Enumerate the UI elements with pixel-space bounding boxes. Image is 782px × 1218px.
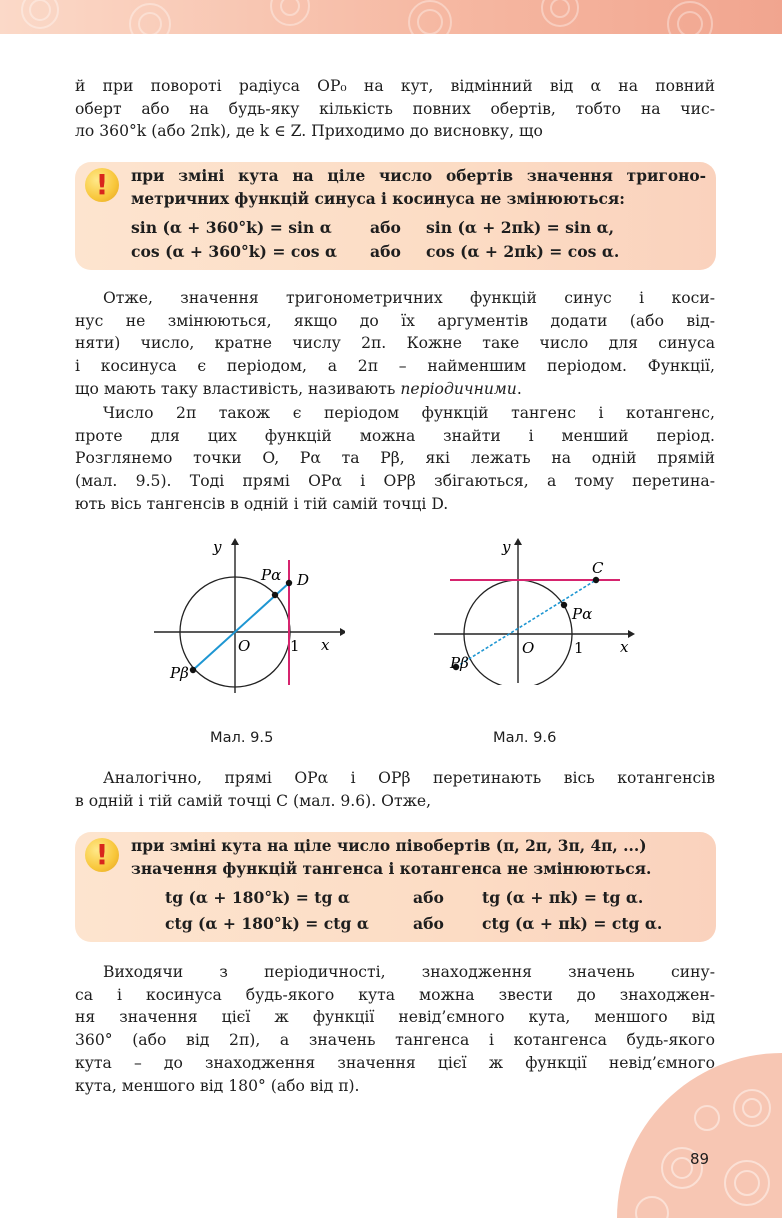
- text-line: й при повороті радіуса OP₀ на кут, відмінний від α на повний: [75, 77, 715, 95]
- point-d: [286, 580, 292, 586]
- text-line: Розглянемо точки O, Pα та Pβ, які лежать на одній прямій: [75, 449, 715, 468]
- text-line: ють вісь тангенсів в одній і тій самій точці D.: [75, 494, 449, 513]
- figure-9-6: [430, 535, 640, 685]
- formula-or: або: [413, 888, 444, 907]
- text-line: са і косинуса будь-якого кута можна звести до знаходжен-: [75, 985, 715, 1004]
- d-label: D: [297, 571, 310, 589]
- p-alpha-label: Pα: [572, 605, 593, 623]
- figure-caption: Мал. 9.5: [210, 729, 274, 746]
- x-label: x: [321, 636, 330, 654]
- y-axis-arrow-icon: [514, 538, 522, 545]
- unit-label: 1: [290, 637, 300, 655]
- y-label: y: [502, 538, 511, 556]
- p-alpha-label: Pα: [261, 566, 282, 584]
- formula: tg (α + 180°k) = tg α: [165, 888, 350, 907]
- exclamation-icon: !: [85, 168, 119, 202]
- formula-or: або: [370, 218, 401, 237]
- rule-text: при зміні кута на ціле число півобертів (π, 2π, 3π, 4π, ...): [131, 837, 647, 855]
- point-p-alpha: [272, 592, 278, 598]
- p-beta-label: Pβ: [170, 664, 189, 682]
- point-c: [593, 577, 599, 583]
- formula: ctg (α + 180°k) = ctg α: [165, 914, 369, 933]
- corner-decoration: [612, 1048, 782, 1218]
- text-line: няти) число, кратне числу 2π. Кожне таке число для синуса: [75, 334, 715, 353]
- page-number: 89: [690, 1150, 710, 1168]
- text-fragment: .: [516, 379, 522, 398]
- text-line: проте для цих функцій можна знайти і менший період.: [75, 426, 715, 445]
- text-line: нус не змінюються, якщо до їх аргументів додати (або від-: [75, 311, 715, 330]
- text-line: Число 2π також є періодом функцій тангенс і котангенс,: [103, 404, 715, 422]
- text-line: (мал. 9.5). Тоді прямі OPα і OPβ збігаються, а тому перетина-: [75, 472, 715, 491]
- formula: ctg (α + πk) = ctg α.: [482, 914, 663, 933]
- formula: tg (α + πk) = tg α.: [482, 888, 644, 907]
- rule-text: метричних функцій синуса і косинуса не змінюються:: [131, 189, 625, 208]
- formula: cos (α + 2πk) = cos α.: [426, 242, 620, 261]
- formula: sin (α + 2πk) = sin α,: [426, 218, 615, 237]
- swirl-pattern: [0, 0, 782, 34]
- swirl-pattern: [612, 1048, 782, 1218]
- text-line: ло 360°k (або 2πk), де k ∈ Z. Приходимо до висновку, що: [75, 122, 543, 141]
- text-line: в одній і тій самій точці C (мал. 9.6). Отже,: [75, 791, 432, 810]
- text-line: ня значення цієї ж функції невід’ємного кута, меншого від: [75, 1008, 715, 1027]
- formula: sin (α + 360°k) = sin α: [131, 218, 332, 237]
- point-p-alpha: [561, 602, 567, 608]
- text-line: Виходячи з періодичності, знаходження значень сину-: [103, 963, 715, 981]
- y-label: y: [213, 538, 222, 556]
- x-axis-arrow-icon: [628, 630, 635, 638]
- text-line: і косинуса є періодом, а 2π – найменшим періодом. Функції,: [75, 357, 715, 376]
- periodicity-paragraph: [75, 287, 715, 401]
- rule-box-sin-cos: [75, 162, 716, 270]
- text-line: Аналогічно, прямі OPα і OPβ перетинають вісь котангенсів: [103, 769, 715, 787]
- c-label: C: [592, 559, 604, 577]
- x-label: x: [620, 638, 629, 656]
- figure-caption: Мал. 9.6: [493, 729, 557, 746]
- exclamation-icon: !: [85, 838, 119, 872]
- text-line: оберт або на будь-яку кількість повних обертів, тобто на чис-: [75, 99, 715, 118]
- text-fragment: що мають таку властивість, називають: [75, 379, 401, 398]
- figure-9-5: [150, 535, 345, 695]
- intro-paragraph: [75, 75, 715, 143]
- cotangent-paragraph: [75, 767, 715, 812]
- unit-label: 1: [574, 639, 584, 657]
- rule-box-tg-ctg: [75, 832, 716, 942]
- rule-text: значення функцій тангенса і котангенса не змінюються.: [131, 859, 652, 878]
- rule-text: при зміні кута на ціле число обертів значення тригоно-: [131, 167, 706, 185]
- text-line: [75, 378, 715, 401]
- header-decoration: [0, 0, 782, 34]
- y-axis-arrow-icon: [231, 538, 239, 545]
- x-axis-arrow-icon: [340, 628, 345, 636]
- text-line: кута – до знаходження значення цієї ж функції невід’ємного: [75, 1053, 715, 1072]
- origin-label: O: [522, 639, 535, 657]
- origin-label: O: [238, 637, 251, 655]
- point-p-beta: [190, 667, 196, 673]
- text-line: 360° (або від 2π), а значень тангенса і котангенса будь-якого: [75, 1031, 715, 1050]
- p-beta-label: Pβ: [450, 654, 469, 672]
- term-periodic: періодичними: [400, 379, 517, 398]
- tangent-paragraph: [75, 402, 715, 516]
- text-line: кута, меншого від 180° (або від π).: [75, 1076, 360, 1095]
- formula-or: або: [413, 914, 444, 933]
- text-line: Отже, значення тригонометричних функцій синус і коси-: [103, 289, 715, 307]
- formula: cos (α + 360°k) = cos α: [131, 242, 337, 261]
- formula-or: або: [370, 242, 401, 261]
